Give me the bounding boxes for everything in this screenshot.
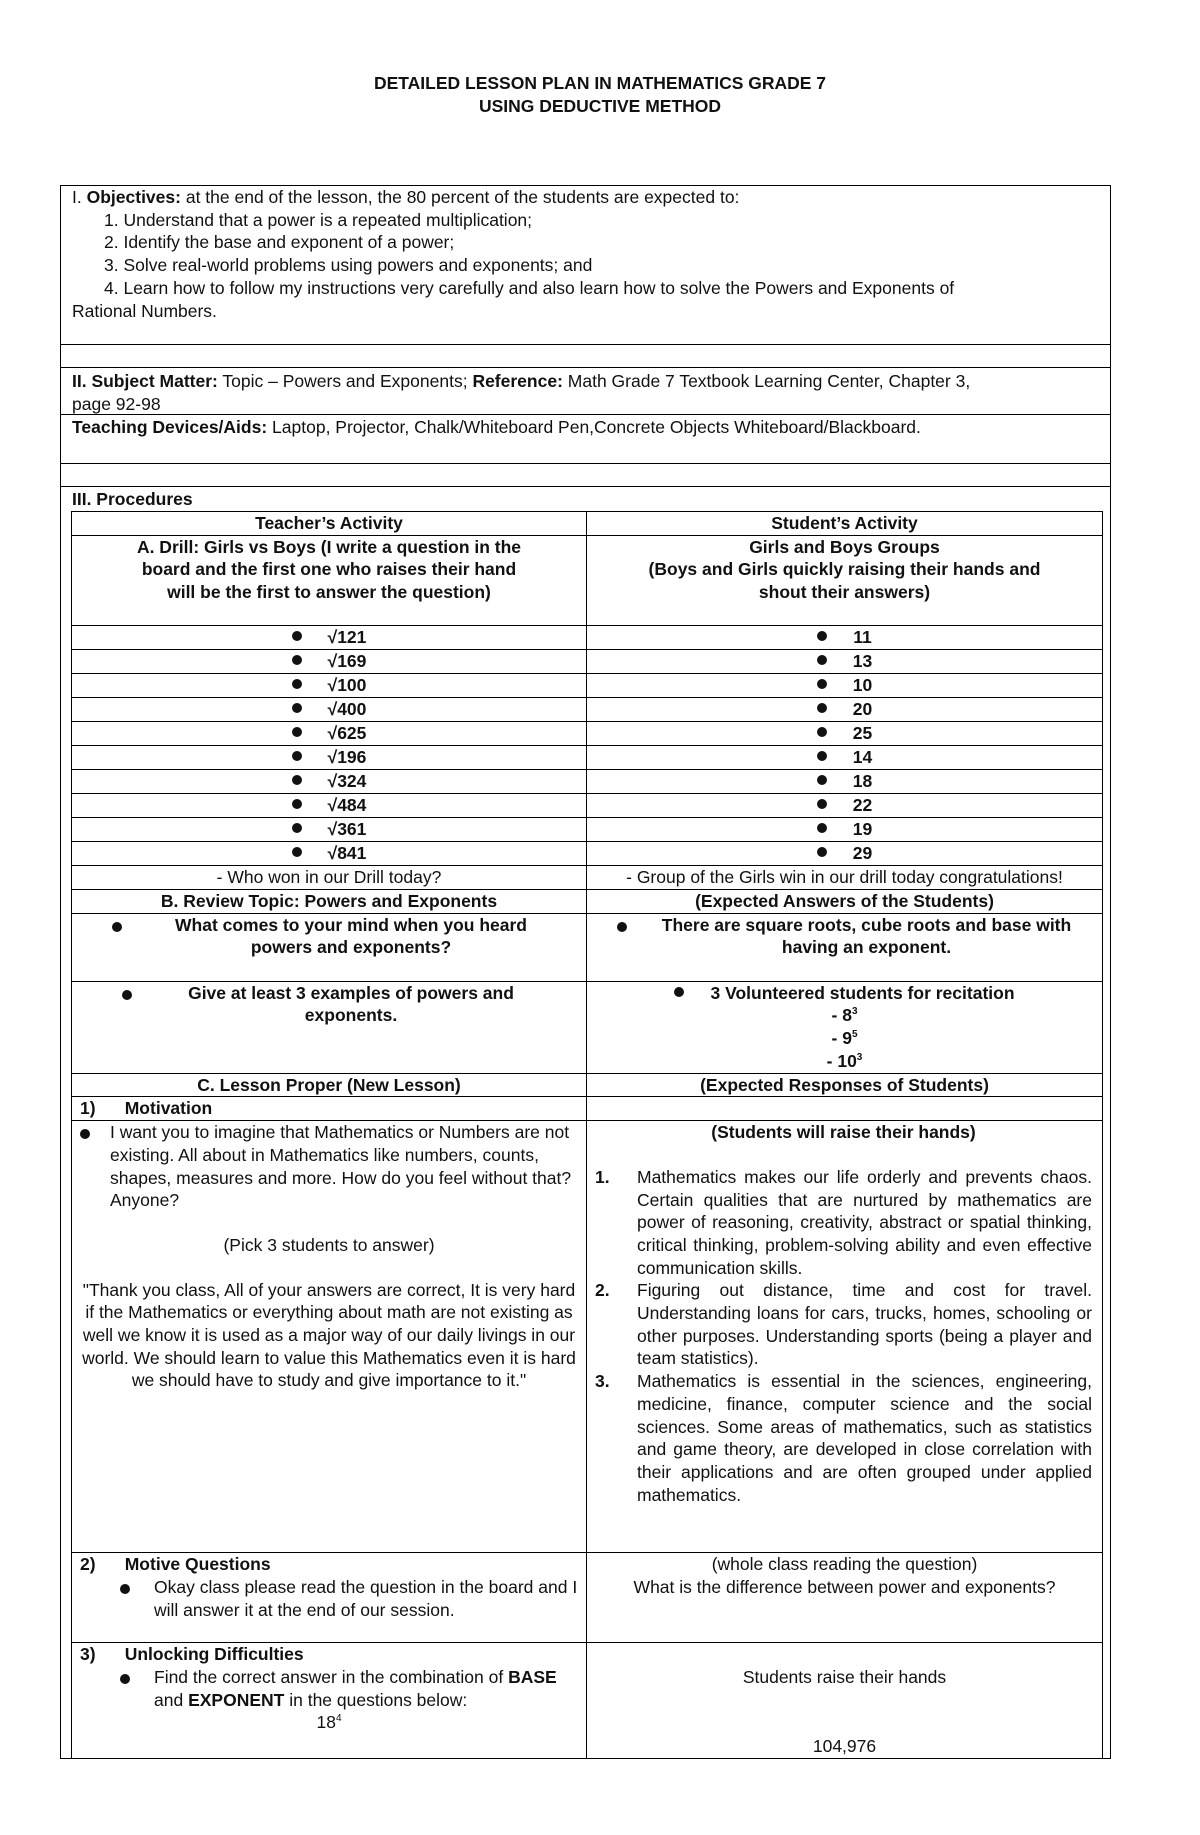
drill-answer: 18 [852, 770, 873, 791]
drill-answer: 19 [852, 818, 873, 839]
title-line-1: DETAILED LESSON PLAN IN MATHEMATICS GRADE 7 [373, 73, 827, 93]
bullet-icon [292, 751, 302, 761]
reference-label: Reference: [472, 371, 563, 391]
objective-item: 3. Solve real-world problems using powers and exponents; and [104, 255, 593, 276]
review-answer-1: There are square roots, cube roots and base with having an exponent. [587, 913, 1103, 981]
bullet-icon [292, 799, 302, 809]
table-row [72, 1121, 1103, 1553]
bullet-icon [817, 823, 827, 833]
review-question-2: Give at least 3 examples of powers and exponents. [72, 981, 587, 1073]
divider [61, 414, 1110, 415]
divider [61, 486, 1110, 487]
devices-label: Teaching Devices/Aids: [72, 417, 268, 437]
objectives-label: Objectives: [86, 187, 181, 207]
reference-cont: page 92-98 [72, 393, 161, 414]
drill-row [72, 721, 1103, 745]
table-row [72, 1553, 1103, 1643]
pick-students: (Pick 3 students to answer) [223, 1234, 435, 1255]
response-item: 1. Mathematics makes our life orderly and prevents chaos. Certain qualities that are nurtured by mathematics are power of reasoning, creativity, abstract or spatial thinking, critical thinking, problem-solving ability and even effective communication skills. [595, 1166, 1092, 1278]
motivation-label: 1) Motivation [72, 1097, 587, 1121]
bullet-icon [80, 1129, 90, 1139]
table-row [72, 1073, 1103, 1097]
divider [61, 344, 1110, 345]
bullet-icon [617, 922, 627, 932]
drill-question: √400 [327, 698, 367, 719]
bullet-icon [817, 775, 827, 785]
table-row [72, 913, 1103, 981]
drill-teacher: A. Drill: Girls vs Boys (I write a question in the board and the first one who raises their hand will be the first to answer the question) [72, 535, 587, 625]
table-row [72, 1097, 1103, 1121]
drill-question: √324 [327, 770, 367, 791]
motive-label: 2) Motive Questions [80, 1554, 271, 1575]
bullet-icon [292, 679, 302, 689]
drill-question: √196 [327, 746, 367, 767]
bullet-icon [122, 990, 132, 1000]
review-topic-header: B. Review Topic: Powers and Exponents [72, 889, 587, 913]
table-row [72, 512, 1103, 536]
who-won-question: - Who won in our Drill today? [72, 865, 587, 889]
teaching-devices [72, 416, 921, 439]
bullet-icon [120, 1584, 130, 1594]
bullet-icon [817, 847, 827, 857]
table-row [72, 889, 1103, 913]
drill-row [72, 673, 1103, 697]
bullet-icon [674, 987, 684, 997]
drill-answer: 20 [852, 698, 873, 719]
subject-matter-section [72, 370, 1097, 415]
bullet-icon [817, 679, 827, 689]
drill-question: √169 [327, 650, 367, 671]
drill-question: √121 [327, 626, 367, 647]
unlock-label: 3) Unlocking Difficulties [80, 1644, 304, 1665]
subject-matter-label: II. Subject Matter: [72, 371, 218, 391]
review-question-1: What comes to your mind when you heard powers and exponents? [72, 913, 587, 981]
drill-question: √484 [327, 794, 367, 815]
lesson-plan-table [60, 185, 1111, 1759]
table-row [72, 1643, 1103, 1758]
drill-row [72, 769, 1103, 793]
who-won-answer: - Group of the Girls win in our drill today congratulations! [587, 865, 1103, 889]
example-power: - $9^5$ [831, 1028, 858, 1049]
bullet-icon [292, 727, 302, 737]
unlocking-student: Students raise their hands 104,976 [587, 1643, 1103, 1758]
drill-question: √625 [327, 722, 367, 743]
raise-hands: (Students will raise their hands) [711, 1122, 976, 1143]
document-title [0, 72, 1200, 118]
drill-answer: 11 [853, 626, 872, 647]
unlocking-teacher: 3) Unlocking Difficulties Find the correct answer in the combination of BASE and EXPONENT in the questions below: $18^4$ [72, 1643, 587, 1758]
motive-questions-teacher: 2) Motive Questions Okay class please read the question in the board and I will answer it at the end of our session. [72, 1553, 587, 1643]
example-power: - $10^3$ [826, 1050, 863, 1071]
drill-row [72, 793, 1103, 817]
drill-question: √841 [327, 842, 367, 863]
teacher-activity-header: Teacher’s Activity [72, 512, 587, 536]
drill-row [72, 817, 1103, 841]
table-row [72, 865, 1103, 889]
drill-student: Girls and Boys Groups (Boys and Girls quickly raising their hands and shout their answers) [587, 535, 1103, 625]
title-line-2: USING DEDUCTIVE METHOD [478, 96, 722, 116]
bullet-icon [292, 775, 302, 785]
bullet-icon [292, 655, 302, 665]
motivation-teacher: I want you to imagine that Mathematics or Numbers are not existing. All about in Mathematics like numbers, counts, shapes, measures and more. How do you feel without that? Anyone? (Pick 3 students to answer) "Thank you class, All of your answers are correct, It is very hard if the Mathematics or everything about math are not existing as well we know it is used as a major way of our daily livings in our world. We should learn to value this Mathematics even it is hard we should have to study and give importance to it." [72, 1121, 587, 1553]
thank-you-note: "Thank you class, All of your answers are correct, It is very hard if the Mathematics or everything about math are not existing as well we know it is used as a major way of our daily livings in our world. We should learn to value this Mathematics even it is hard we should have to study and give importance to it." [82, 1279, 576, 1391]
bullet-icon [292, 847, 302, 857]
objective-item-cont: Rational Numbers. [72, 300, 217, 321]
objectives-section: I. Objectives: at the end of the lesson, the 80 percent of the students are expected to: 1. Understand that a power is a repeated multiplication; 2. Identify the base and exponent of a power; 3. Solve real-world problems using powers and exponents; and 4. Learn how to follow my instructions very carefully and also learn how to solve the Powers and Exponents of Rational Numbers. [72, 187, 955, 321]
bullet-icon [817, 727, 827, 737]
bullet-icon [817, 631, 827, 641]
response-item: 3. Mathematics is essential in the sciences, engineering, medicine, finance, computer science and the social sciences. Some areas of mathematics, such as statistics and game theory, are developed in close correlation with their applications and are often grouped under applied mathematics. [595, 1371, 1092, 1505]
review-answer-2: 3 Volunteered students for recitation - $8^3$ - $9^5$ - $10^3$ [587, 981, 1103, 1073]
reference-text: Math Grade 7 Textbook Learning Center, Chapter 3, [567, 371, 971, 391]
bullet-icon [817, 655, 827, 665]
objectives-intro: at the end of the lesson, the 80 percent of the students are expected to: [185, 187, 740, 207]
subject-topic: Topic – Powers and Exponents; [222, 371, 468, 391]
drill-row [72, 625, 1103, 649]
drill-question: √361 [327, 818, 367, 839]
table-row [72, 535, 1103, 625]
lesson-proper-header: C. Lesson Proper (New Lesson) [72, 1073, 587, 1097]
drill-row [72, 745, 1103, 769]
student-activity-header: Student’s Activity [587, 512, 1103, 536]
expected-answers-header: (Expected Answers of the Students) [587, 889, 1103, 913]
objective-item: 4. Learn how to follow my instructions very carefully and also learn how to solve the Powers and Exponents of [104, 277, 955, 298]
drill-row [72, 649, 1103, 673]
table-row [72, 981, 1103, 1073]
empty-cell [587, 1097, 1103, 1121]
divider [61, 463, 1110, 464]
drill-answer: 14 [852, 746, 873, 767]
procedures-table [71, 511, 1103, 1759]
response-item: 2. Figuring out distance, time and cost for travel. Understanding loans for cars, trucks, homes, schooling or other purposes. Understanding sports (being a player and team statistics). [595, 1280, 1092, 1369]
drill-answer: 10 [852, 674, 873, 695]
drill-row [72, 841, 1103, 865]
drill-answer: 22 [852, 794, 873, 815]
expected-responses-header: (Expected Responses of Students) [587, 1073, 1103, 1097]
unlock-question: $18^4$ [316, 1712, 342, 1733]
unlock-answer: 104,976 [812, 1735, 877, 1756]
motive-questions-student: (whole class reading the question) What is the difference between power and exponents? [587, 1553, 1103, 1643]
devices-text: Laptop, Projector, Chalk/Whiteboard Pen,Concrete Objects Whiteboard/Blackboard. [272, 417, 921, 437]
bullet-icon [292, 631, 302, 641]
example-power: - $8^3$ [831, 1005, 858, 1026]
drill-answer: 25 [852, 722, 873, 743]
bullet-icon [112, 922, 122, 932]
motivation-student [587, 1121, 1103, 1553]
objective-item: 2. Identify the base and exponent of a power; [104, 232, 455, 253]
divider [61, 367, 1110, 368]
bullet-icon [817, 703, 827, 713]
bullet-icon [120, 1674, 130, 1684]
objective-item: 1. Understand that a power is a repeated multiplication; [104, 209, 533, 230]
drill-question: √100 [327, 674, 367, 695]
bullet-icon [292, 703, 302, 713]
drill-answer: 13 [852, 650, 873, 671]
bullet-icon [817, 799, 827, 809]
bullet-icon [817, 751, 827, 761]
procedures-label: III. Procedures [72, 489, 193, 509]
drill-answer: 29 [852, 842, 873, 863]
drill-row [72, 697, 1103, 721]
bullet-icon [292, 823, 302, 833]
